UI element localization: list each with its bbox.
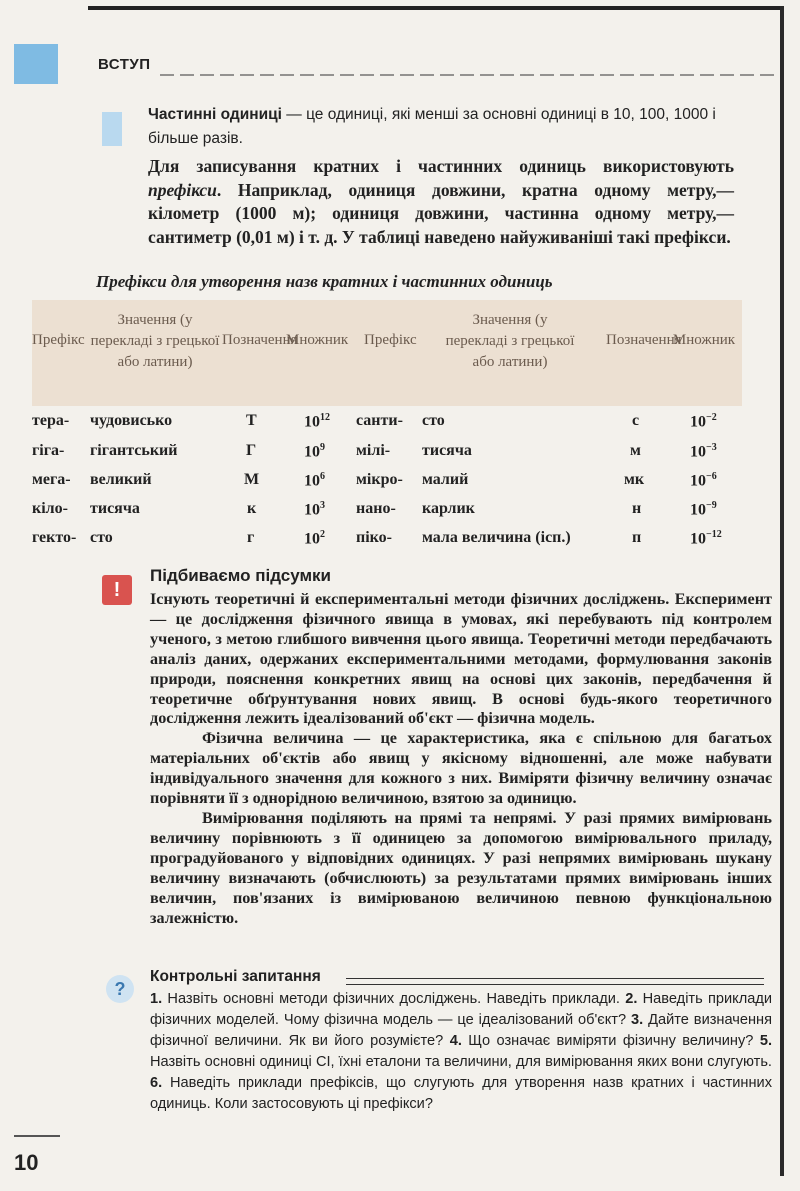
control-questions-list (150, 989, 772, 1115)
page-edge-rule (780, 6, 784, 1176)
multiplier-cell: $10^{-6}$ (690, 471, 717, 490)
prefixes-word: префікси (148, 179, 217, 200)
question-text: Що означає виміряти фізичну величину? (461, 1033, 760, 1049)
prefix-cell: гіга- (32, 442, 65, 459)
prefix-paragraph-part1: Для записування кратних і частинних одиниць використовують (148, 156, 734, 176)
table-title: Префікси для утворення назв кратних і частинних одиниць (96, 272, 553, 291)
question-icon: ? (106, 975, 134, 1003)
meaning-cell: малий (422, 471, 469, 488)
meaning-cell: чудовисько (90, 412, 173, 429)
symbol-cell: м (630, 442, 641, 459)
meaning-cell: тисяча (422, 442, 472, 459)
summary-text (150, 590, 772, 928)
prefix-cell: санти- (356, 412, 403, 429)
symbol-cell: н (632, 500, 642, 517)
question-number: 6. (150, 1075, 163, 1091)
footer-mark (14, 1135, 60, 1137)
prefix-cell: піко- (356, 529, 392, 546)
question-text: Назвіть основні одиниці СІ, їхні еталони та величини, для вимірювання яких вони слугують. (150, 1054, 772, 1070)
meaning-cell: гігантський (90, 442, 178, 459)
prefix-paragraph (148, 155, 734, 249)
header-meaning-left: Значення (у перекладі з грецької або латини) (90, 312, 220, 370)
page-number: 10 (14, 1150, 39, 1175)
multiplier-cell: $10^9$ (304, 442, 325, 461)
question-number: 3. (631, 1012, 644, 1028)
symbol-cell: к (247, 500, 257, 517)
header-meaning-right: Значення (у перекладі з грецької або латини) (445, 312, 575, 370)
prefix-cell: нано- (356, 500, 396, 517)
question-text: Наведіть приклади фізичних моделей. Чому фізична модель — це ідеалізований об'єкт? (150, 991, 773, 1028)
header-multiplier-left: Множник (286, 332, 349, 348)
header-symbol-left: Позначення (222, 332, 298, 348)
symbol-cell: Г (246, 442, 257, 459)
question-number: 4. (449, 1033, 462, 1049)
question-number: 5. (759, 1033, 772, 1049)
prefix-paragraph-part3: (1000 м); одиниця довжини, частинна одному метру,— (219, 203, 734, 223)
prefix-cell: гекто- (32, 529, 77, 546)
question-number: 2. (625, 991, 638, 1007)
symbol-cell: п (632, 529, 642, 546)
symbol-cell: Т (246, 412, 257, 429)
summary-paragraph-1: Існують теоретичні й експериментальні методи фізичних досліджень. Експеримент — це дослідження фізичного явища в умовах, які перебувають під контролем ученого, з метою глибшого вивчення цього явища. Теоретичні методи передбачають аналіз даних, одержаних експериментальними методами, формулювання законів природи, пояснення конкретних явищ на основі цих законів, передбачення й теоретичне обґрунтування нових явищ. В основі будь-якого теоретичного дослідження лежить ідеалізований об'єкт — фізична модель. (150, 590, 772, 728)
meaning-cell: карлик (422, 500, 475, 517)
header-symbol-right: Позначення (606, 332, 682, 348)
header-prefix-right: Префікс (364, 332, 417, 348)
multiplier-cell: $10^{-2}$ (690, 412, 717, 431)
header-prefix-left: Префікс (32, 332, 85, 348)
meaning-cell: сто (90, 529, 113, 546)
prefix-cell: тера- (32, 412, 70, 429)
summary-paragraph-3: Вимірювання поділяють на прямі та непрямі. У разі прямих вимірювань величину порівнюють з її одиницею за допомогою вимірювального приладу, проградуйованого у відповідних одиницях. У разі непрямих вимірювань шукану величину визначають (обчислюють) за результатами прямих вимірювань інших величин, пов'язаних із вимірюваною величиною певною функціональною залежністю. (150, 808, 772, 927)
summary-paragraph-2: Фізична величина — це характеристика, яка є спільною для багатьох матеріальних об'єктів або явищ у якісному відношенні, але може набувати індивідуального значення для кожного з них. Виміряти фізичну величину означає порівняти її з однорідною величиною, взятою за одиницю. (150, 729, 772, 808)
prefix-paragraph-part4: (0,01 м) і т. д. У таблиці наведено найуживаніші такі префікси. (231, 226, 731, 247)
symbol-cell: г (247, 529, 255, 546)
paragraph-marker (102, 112, 122, 146)
top-rule (88, 6, 782, 10)
prefix-cell: кіло- (32, 500, 68, 517)
prefix-cell: мілі- (356, 442, 391, 459)
centimetre-term: сантиметр (148, 226, 232, 247)
question-text: Назвіть основні методи фізичних досліджень. Наведіть приклади. (162, 991, 626, 1007)
question-text: Дайте визначення фізичної величини. Як ви його розумієте? (150, 1012, 773, 1049)
meaning-cell: сто (422, 412, 445, 429)
multiplier-cell: $10^2$ (304, 529, 325, 548)
multiplier-cell: $10^{-3}$ (690, 442, 717, 461)
multiplier-cell: $10^6$ (304, 471, 325, 490)
prefix-cell: мега- (32, 471, 71, 488)
intro-definition (148, 103, 768, 151)
intro-term: Частинні одиниці (148, 106, 282, 123)
prefix-cell: мікро- (356, 471, 403, 488)
symbol-cell: М (244, 471, 260, 488)
control-questions-title: Контрольні запитання (150, 968, 321, 985)
summary-title: Підбиваємо підсумки (150, 566, 331, 585)
meaning-cell: великий (90, 471, 152, 488)
section-title: ВСТУП (98, 56, 151, 73)
warning-icon: ! (102, 575, 132, 605)
header-line (160, 74, 774, 76)
question-text: Наведіть приклади префіксів, що слугують для утворення назв кратних і частинних одиниць. Коли застосовують ці префікси? (150, 1075, 772, 1112)
multiplier-cell: $10^3$ (304, 500, 325, 519)
multiplier-cell: $10^{-9}$ (690, 500, 717, 519)
section-marker (14, 44, 58, 84)
symbol-cell: с (632, 412, 640, 429)
intro-definition-text: — це одиниці, які менші за основні одиниці в 10, 100, 1000 і більше разів. (148, 106, 716, 147)
symbol-cell: мк (624, 471, 645, 488)
multiplier-cell: $10^{12}$ (304, 412, 330, 431)
control-questions-rule (346, 978, 764, 985)
question-number: 1. (150, 991, 163, 1007)
kilometre-term: кілометр (148, 203, 220, 223)
meaning-cell: мала величина (ісп.) (422, 529, 571, 546)
multiplier-cell: $10^{-12}$ (690, 529, 722, 548)
prefix-paragraph-part2: . Наприклад, одиниця довжини, кратна одному метру,— (216, 179, 734, 200)
meaning-cell: тисяча (90, 500, 140, 517)
header-multiplier-right: Множник (672, 332, 736, 348)
